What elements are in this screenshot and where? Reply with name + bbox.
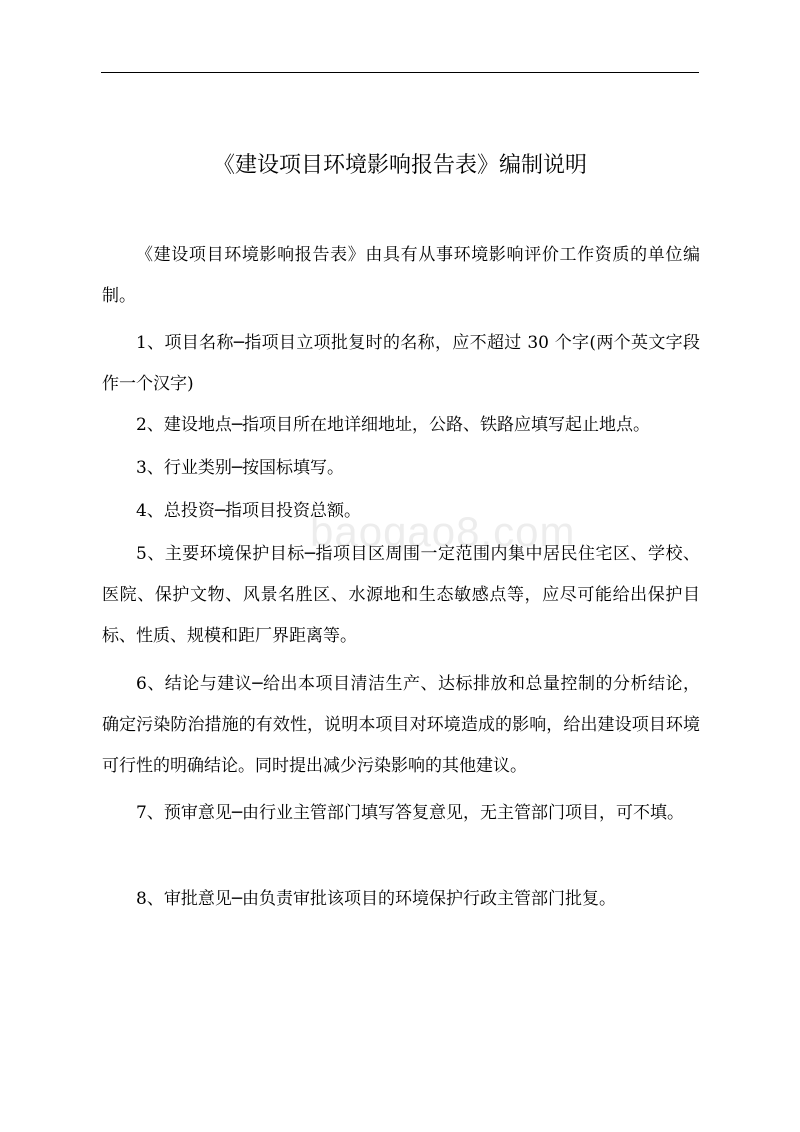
item-industry-category: 3、行业类别─按国标填写。 xyxy=(136,458,345,478)
watermark: baogao8.com xyxy=(310,508,576,555)
header-rule xyxy=(101,72,699,73)
item-construction-site: 2、建设地点─指项目所在地详细地址，公路、铁路应填写起止地点。 xyxy=(136,415,651,435)
item-project-name: 1、项目名称─指项目立项批复时的名称，应不超过 30 个字(两个英文字段作一个汉字) xyxy=(102,333,700,394)
item-approval-opinion: 8、审批意见─由负责审批该项目的环境保护行政主管部门批复。 xyxy=(136,889,617,909)
item-conclusions: 6、结论与建议─给出本项目清洁生产、达标排放和总量控制的分析结论，确定污染防治措施的有效性，说明本项目对环境造成的影响，给出建设项目环境可行性的明确结论。同时提出减少污染影响的其他建议。 xyxy=(102,674,700,776)
item-preliminary-review: 7、预审意见─由行业主管部门填写答复意见，无主管部门项目，可不填。 xyxy=(136,803,685,823)
item-total-investment: 4、总投资─指项目投资总额。 xyxy=(136,501,362,521)
item-protection-targets: 5、主要环境保护目标─指项目区周围一定范围内集中居民住宅区、学校、医院、保护文物、风景名胜区、水源地和生态敏感点等，应尽可能给出保护目标、性质、规模和距厂界距离等。 xyxy=(102,544,700,646)
document-title: 《建设项目环境影响报告表》编制说明 xyxy=(212,153,587,178)
intro-paragraph: 《建设项目环境影响报告表》由具有从事环境影响评价工作资质的单位编制。 xyxy=(102,245,700,306)
